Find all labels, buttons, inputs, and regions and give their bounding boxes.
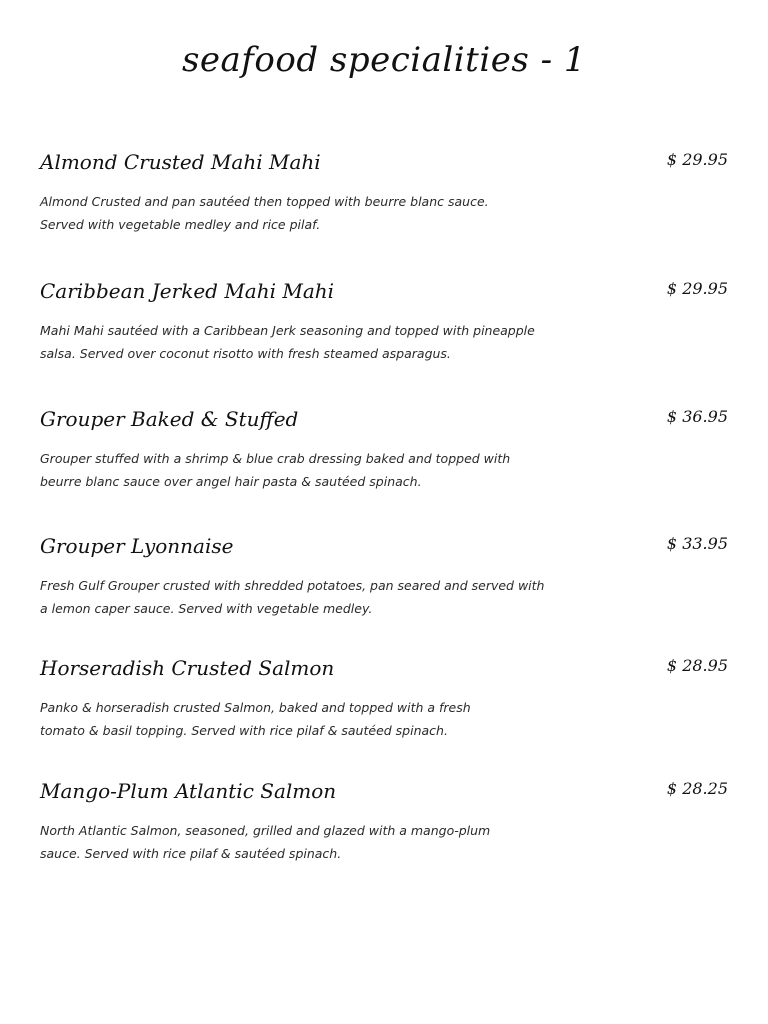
item-description [40,319,580,365]
item-price: $ 36.95 [666,407,728,426]
item-description [40,447,580,493]
item-price: $ 28.95 [666,656,728,675]
item-price: $ 29.95 [666,150,728,169]
item-name: Horseradish Crusted Salmon [40,656,335,680]
item-price: $ 29.95 [666,279,728,298]
item-description-line: Grouper stuffed with a shrimp & blue crab dressing baked and topped with [40,451,511,466]
item-description-line: Served with vegetable medley and rice pilaf. [40,217,321,232]
item-name: Mango-Plum Atlantic Salmon [40,779,337,803]
item-description [40,190,580,236]
item-price: $ 33.95 [666,534,728,553]
item-description [40,574,580,620]
item-description-line: sauce. Served with rice pilaf & sautéed spinach. [40,846,342,861]
item-description-line: Panko & horseradish crusted Salmon, baked and topped with a fresh [40,700,471,715]
item-description-line: Mahi Mahi sautéed with a Caribbean Jerk seasoning and topped with pineapple [40,323,535,338]
item-description-line: tomato & basil topping. Served with rice pilaf & sautéed spinach. [40,723,448,738]
item-description-line: a lemon caper sauce. Served with vegetable medley. [40,601,373,616]
item-name: Caribbean Jerked Mahi Mahi [40,279,335,303]
item-description-line: salsa. Served over coconut risotto with fresh steamed asparagus. [40,346,451,361]
page-title: seafood specialities - 1 [181,40,587,80]
item-description [40,819,580,865]
item-description-line: North Atlantic Salmon, seasoned, grilled and glazed with a mango-plum [40,823,491,838]
item-description-line: Almond Crusted and pan sautéed then topped with beurre blanc sauce. [40,194,489,209]
item-name: Almond Crusted Mahi Mahi [40,150,321,174]
item-description [40,696,580,742]
item-description-line: Fresh Gulf Grouper crusted with shredded potatoes, pan seared and served with [40,578,545,593]
item-name: Grouper Baked & Stuffed [40,407,299,431]
item-description-line: beurre blanc sauce over angel hair pasta & sautéed spinach. [40,474,422,489]
item-price: $ 28.25 [666,779,728,798]
item-name: Grouper Lyonnaise [40,534,234,558]
